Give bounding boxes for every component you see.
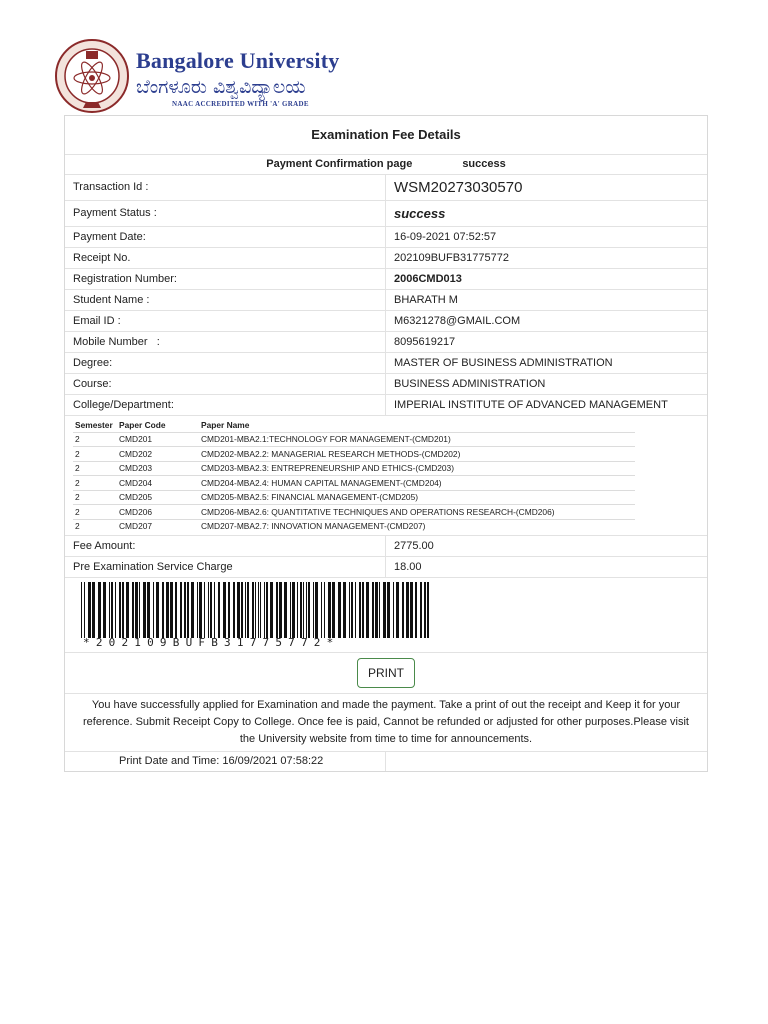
fee-amount-row [65, 535, 707, 556]
barcode-bar [98, 582, 101, 638]
barcode-bar [191, 582, 194, 638]
field-label: College/Department: [65, 395, 386, 415]
print-date-row [65, 751, 707, 771]
receipt-no-row [65, 247, 707, 268]
barcode-bar [119, 582, 121, 638]
service-charge-value: 18.00 [394, 561, 422, 573]
barcode-bar [410, 582, 413, 638]
paper-name-cell: CMD204-MBA2.4: HUMAN CAPITAL MANAGEMENT-(CMD204) [199, 476, 635, 491]
university-name-kannada: ಬೆಂಗಳೂರು ವಿಶ್ವವಿದ್ಯಾಲಯ [136, 76, 306, 98]
paper-name-cell: CMD206-MBA2.6: QUANTITATIVE TECHNIQUES AND OPERATIONS RESEARCH-(CMD206) [199, 505, 635, 520]
barcode-bar [306, 582, 307, 638]
barcode-bar [153, 582, 154, 638]
barcode-bar [349, 582, 350, 638]
barcode-bar [147, 582, 150, 638]
barcode-bar [297, 582, 298, 638]
barcode-bar [109, 582, 110, 638]
barcode-text: *202109BUFB31775772* [83, 636, 340, 649]
degree-row [65, 352, 707, 373]
barcode-bar [228, 582, 230, 638]
empty-cell [386, 752, 707, 771]
barcode-bar [199, 582, 202, 638]
table-row [73, 432, 635, 447]
barcode-bar [170, 582, 173, 638]
barcode-bar [103, 582, 106, 638]
paper-name-cell: CMD201-MBA2.1:TECHNOLOGY FOR MANAGEMENT-(CMD201) [199, 432, 635, 447]
field-label: Fee Amount: [65, 536, 386, 556]
barcode-bar [300, 582, 302, 638]
barcode-bar [187, 582, 189, 638]
print-datetime: Print Date and Time: 16/09/2021 07:58:22 [65, 752, 386, 771]
column-header: Paper Code [119, 419, 166, 430]
email-value: M6321278@GMAIL.COM [394, 315, 521, 327]
mobile-number-value: 8095619217 [394, 336, 456, 348]
barcode-bar [84, 582, 85, 638]
paper-code-cell: CMD205 [117, 490, 199, 505]
confirmation-label: Payment Confirmation page [266, 158, 413, 170]
table-row [73, 519, 635, 533]
print-button[interactable]: PRINT [357, 658, 415, 688]
column-header: Paper Name [201, 419, 250, 430]
barcode-bar [260, 582, 261, 638]
course-value: BUSINESS ADMINISTRATION [394, 378, 546, 390]
semester-cell: 2 [73, 432, 117, 447]
barcode-bar [266, 582, 268, 638]
barcode-bar [241, 582, 243, 638]
barcode-bar [237, 582, 240, 638]
barcode-bar [126, 582, 129, 638]
field-label: Registration Number: [65, 269, 386, 289]
barcode-bar [258, 582, 259, 638]
barcode-bar [324, 582, 325, 638]
barcode-bar [111, 582, 113, 638]
barcode-bar [372, 582, 374, 638]
barcode-bar [284, 582, 287, 638]
barcode-bar [290, 582, 291, 638]
barcode-bar [247, 582, 249, 638]
barcode-bar [175, 582, 177, 638]
barcode-bar [396, 582, 399, 638]
student-name-row [65, 289, 707, 310]
barcode-bar [308, 582, 310, 638]
papers-header-row [73, 418, 635, 432]
barcode-bar [214, 582, 215, 638]
table-row [73, 461, 635, 476]
barcode-bar [424, 582, 426, 638]
barcode-bar [255, 582, 256, 638]
barcode-bar [332, 582, 335, 638]
barcode-bar [81, 582, 82, 638]
barcode-bar [223, 582, 226, 638]
instructions-note: You have successfully applied for Examination and made the payment. Take a print of out the receipt and Keep it for your reference. Submit Receipt Copy to College. Once fee is paid, Cannot be refunded or adjusted for other purposes.Please visit the University website from time to time for announcements. [65, 693, 707, 751]
semester-cell: 2 [73, 461, 117, 476]
barcode-bar [366, 582, 369, 638]
paper-name-cell: CMD207-MBA2.7: INNOVATION MANAGEMENT-(CMD207) [199, 519, 635, 533]
barcode-bar [264, 582, 265, 638]
field-label: Student Name : [65, 290, 386, 310]
barcode-bar [321, 582, 322, 638]
barcode-bar [375, 582, 378, 638]
receipt-title: Examination Fee Details [311, 127, 461, 142]
field-label: Mobile Number : [65, 332, 386, 352]
confirmation-row [65, 154, 707, 174]
field-label: Receipt No. [65, 248, 386, 268]
barcode-bar [180, 582, 182, 638]
barcode-bar [362, 582, 364, 638]
barcode-bar [143, 582, 146, 638]
barcode-bar [122, 582, 124, 638]
receipt-table [64, 115, 708, 772]
payment-date-value: 16-09-2021 07:52:57 [394, 231, 497, 243]
field-label: Transaction Id : [65, 175, 386, 200]
barcode-bar [139, 582, 140, 638]
transaction-id-row [65, 174, 707, 200]
barcode-bar [210, 582, 212, 638]
barcode-bar [393, 582, 394, 638]
email-row [65, 310, 707, 331]
field-label: Payment Date: [65, 227, 386, 247]
paper-code-cell: CMD207 [117, 519, 199, 533]
course-row [65, 373, 707, 394]
barcode-bar [162, 582, 164, 638]
payment-status-value: success [394, 206, 446, 221]
accreditation-text: NAAC ACCREDITED WITH 'A' GRADE [172, 100, 309, 108]
confirmation-status: success [462, 158, 506, 170]
field-label: Course: [65, 374, 386, 394]
university-name: Bangalore University [136, 48, 340, 73]
registration-number-value: 2006CMD013 [394, 273, 462, 285]
barcode-bar [166, 582, 169, 638]
university-header [54, 38, 354, 114]
paper-code-cell: CMD201 [117, 432, 199, 447]
semester-cell: 2 [73, 505, 117, 520]
semester-cell: 2 [73, 476, 117, 491]
barcode-section [65, 577, 707, 652]
barcode-bar [415, 582, 417, 638]
barcode-bar [402, 582, 404, 638]
barcode-bar [204, 582, 205, 638]
barcode-bar [132, 582, 134, 638]
barcode-bar [343, 582, 346, 638]
barcode-bar [328, 582, 331, 638]
barcode-bar [245, 582, 246, 638]
payment-date-row [65, 226, 707, 247]
payment-status-row [65, 200, 707, 226]
mobile-number-row [65, 331, 707, 352]
student-name-value: BHARATH M [394, 294, 458, 306]
barcode-bar [387, 582, 390, 638]
barcode-image [79, 582, 433, 638]
table-row [73, 505, 635, 520]
barcode-bar [88, 582, 91, 638]
field-label: Payment Status : [65, 201, 386, 226]
table-row [73, 447, 635, 462]
field-label: Email ID : [65, 311, 386, 331]
table-row [73, 476, 635, 491]
barcode-bar [406, 582, 409, 638]
receipt-no-value: 202109BUFB31775772 [394, 252, 509, 264]
print-row [65, 652, 707, 693]
paper-name-cell: CMD202-MBA2.2: MANAGERIAL RESEARCH METHODS-(CMD202) [199, 447, 635, 462]
barcode-bar [351, 582, 353, 638]
service-charge-row [65, 556, 707, 577]
barcode-bar [115, 582, 116, 638]
semester-cell: 2 [73, 490, 117, 505]
college-row [65, 394, 707, 415]
university-seal-icon [54, 38, 130, 114]
paper-name-cell: CMD205-MBA2.5: FINANCIAL MANAGEMENT-(CMD205) [199, 490, 635, 505]
column-header: Semester [75, 419, 113, 430]
papers-table [73, 418, 635, 533]
registration-number-row [65, 268, 707, 289]
paper-code-cell: CMD203 [117, 461, 199, 476]
barcode-bar [276, 582, 278, 638]
transaction-id-value: WSM20273030570 [394, 179, 523, 196]
college-value: IMPERIAL INSTITUTE OF ADVANCED MANAGEMENT [394, 399, 668, 411]
paper-code-cell: CMD204 [117, 476, 199, 491]
barcode-bar [218, 582, 220, 638]
fee-amount-value: 2775.00 [394, 540, 434, 552]
barcode-bar [427, 582, 429, 638]
barcode-bar [303, 582, 304, 638]
barcode-bar [233, 582, 235, 638]
barcode-bar [197, 582, 198, 638]
papers-section [65, 415, 707, 535]
field-label: Pre Examination Service Charge [65, 557, 386, 577]
barcode-bar [338, 582, 341, 638]
paper-code-cell: CMD202 [117, 447, 199, 462]
barcode-bar [355, 582, 356, 638]
table-row [73, 490, 635, 505]
barcode-bar [208, 582, 209, 638]
barcode-bar [156, 582, 159, 638]
barcode-bar [315, 582, 318, 638]
barcode-bar [313, 582, 314, 638]
barcode-bar [252, 582, 254, 638]
barcode-bar [135, 582, 138, 638]
barcode-bar [184, 582, 186, 638]
barcode-bar [92, 582, 95, 638]
degree-value: MASTER OF BUSINESS ADMINISTRATION [394, 357, 613, 369]
paper-name-cell: CMD203-MBA2.3: ENTREPRENEURSHIP AND ETHICS-(CMD203) [199, 461, 635, 476]
barcode-bar [292, 582, 295, 638]
barcode-bar [279, 582, 282, 638]
barcode-bar [383, 582, 386, 638]
semester-cell: 2 [73, 447, 117, 462]
barcode-bar [359, 582, 361, 638]
barcode-bar [420, 582, 422, 638]
semester-cell: 2 [73, 519, 117, 533]
barcode-bar [270, 582, 273, 638]
barcode-bar [379, 582, 380, 638]
field-label: Degree: [65, 353, 386, 373]
paper-code-cell: CMD206 [117, 505, 199, 520]
